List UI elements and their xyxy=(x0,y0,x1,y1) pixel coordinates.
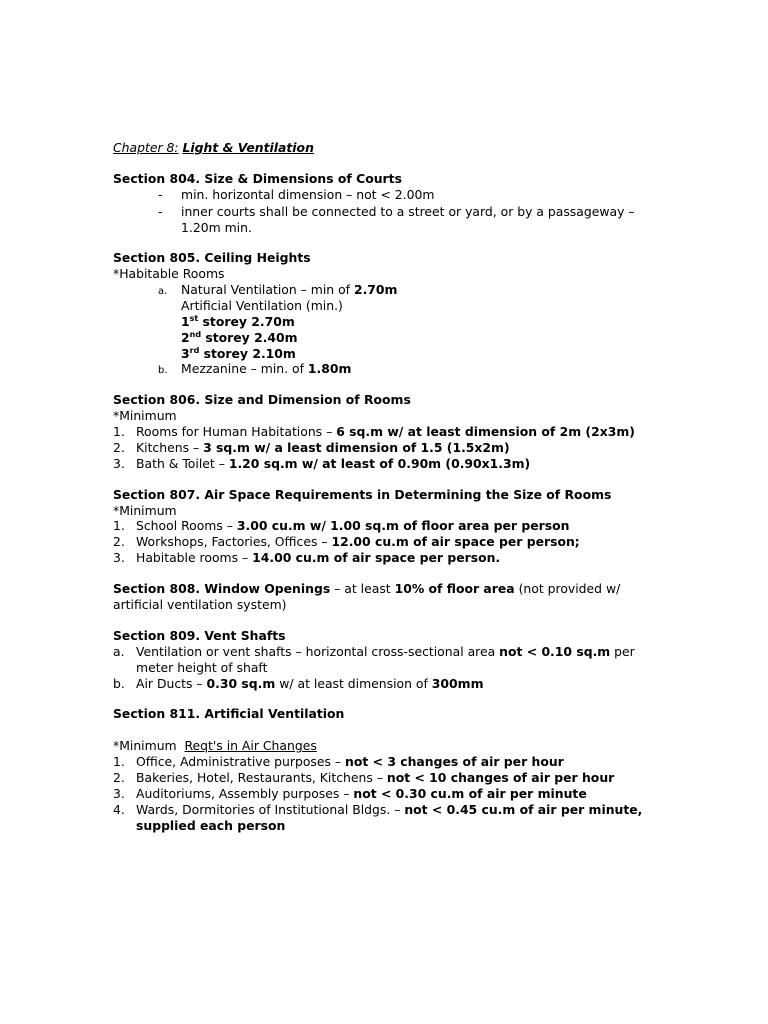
s805-sub: *Habitable Rooms xyxy=(113,266,225,281)
s805-storey-3: 3rd storey 2.10m xyxy=(181,345,296,361)
s805-item-a: a. Natural Ventilation – min of 2.70m xyxy=(158,282,398,297)
section-804-heading: Section 804. Size & Dimensions of Courts xyxy=(113,171,402,186)
s804-item-1: - min. horizontal dimension – not < 2.00m xyxy=(158,187,435,202)
s807-item-1: 1. School Rooms – 3.00 cu.m w/ 1.00 sq.m of floor area per person xyxy=(113,518,570,533)
s807-sub: *Minimum xyxy=(113,503,177,518)
s808-cont: artificial ventilation system) xyxy=(113,597,287,612)
s807-item-3: 3. Habitable rooms – 14.00 cu.m of air space per person. xyxy=(113,550,501,565)
chapter-prefix: Chapter 8: xyxy=(113,140,179,155)
s805-item-b: b. Mezzanine – min. of 1.80m xyxy=(158,361,352,376)
s811-item-3: 3. Auditoriums, Assembly purposes – not < 0.30 cu.m of air per minute xyxy=(113,786,587,801)
s811-item-1: 1. Office, Administrative purposes – not < 3 changes of air per hour xyxy=(113,754,564,769)
section-805-heading: Section 805. Ceiling Heights xyxy=(113,250,311,265)
s804-item-2: - inner courts shall be connected to a street or yard, or by a passageway – xyxy=(158,204,635,219)
s806-item-1: 1. Rooms for Human Habitations – 6 sq.m w/ at least dimension of 2m (2x3m) xyxy=(113,424,635,439)
s811-sub: *Minimum Reqt's in Air Changes xyxy=(113,738,317,753)
s809-item-b: b. Air Ducts – 0.30 sq.m w/ at least dimension of 300mm xyxy=(113,676,484,691)
s804-item-2-cont: 1.20m min. xyxy=(181,220,252,235)
s805-storey-2: 2nd storey 2.40m xyxy=(181,329,298,345)
s811-item-4-cont: supplied each person xyxy=(136,818,286,833)
chapter-name: Light & Ventilation xyxy=(182,140,314,155)
section-806-heading: Section 806. Size and Dimension of Rooms xyxy=(113,392,411,407)
s807-item-2: 2. Workshops, Factories, Offices – 12.00 cu.m of air space per person; xyxy=(113,534,580,549)
section-811-heading: Section 811. Artificial Ventilation xyxy=(113,706,345,721)
s811-item-2: 2. Bakeries, Hotel, Restaurants, Kitchens – not < 10 changes of air per hour xyxy=(113,770,615,785)
section-807-heading: Section 807. Air Space Requirements in Determining the Size of Rooms xyxy=(113,487,612,502)
s805-artificial: Artificial Ventilation (min.) xyxy=(181,298,343,313)
s806-sub: *Minimum xyxy=(113,408,177,423)
s805-storey-1: 1st storey 2.70m xyxy=(181,313,295,329)
s806-item-3: 3. Bath & Toilet – 1.20 sq.m w/ at least of 0.90m (0.90x1.3m) xyxy=(113,456,531,471)
chapter-title xyxy=(113,140,314,156)
section-808: Section 808. Window Openings – at least 10% of floor area (not provided w/ xyxy=(113,581,621,596)
s806-item-2: 2. Kitchens – 3 sq.m w/ a least dimension of 1.5 (1.5x2m) xyxy=(113,440,510,455)
s809-item-a-cont: meter height of shaft xyxy=(136,660,268,675)
section-809-heading: Section 809. Vent Shafts xyxy=(113,628,286,643)
s809-item-a: a. Ventilation or vent shafts – horizontal cross-sectional area not < 0.10 sq.m per xyxy=(113,644,635,659)
s811-item-4: 4. Wards, Dormitories of Institutional Bldgs. – not < 0.45 cu.m of air per minute, xyxy=(113,802,643,817)
